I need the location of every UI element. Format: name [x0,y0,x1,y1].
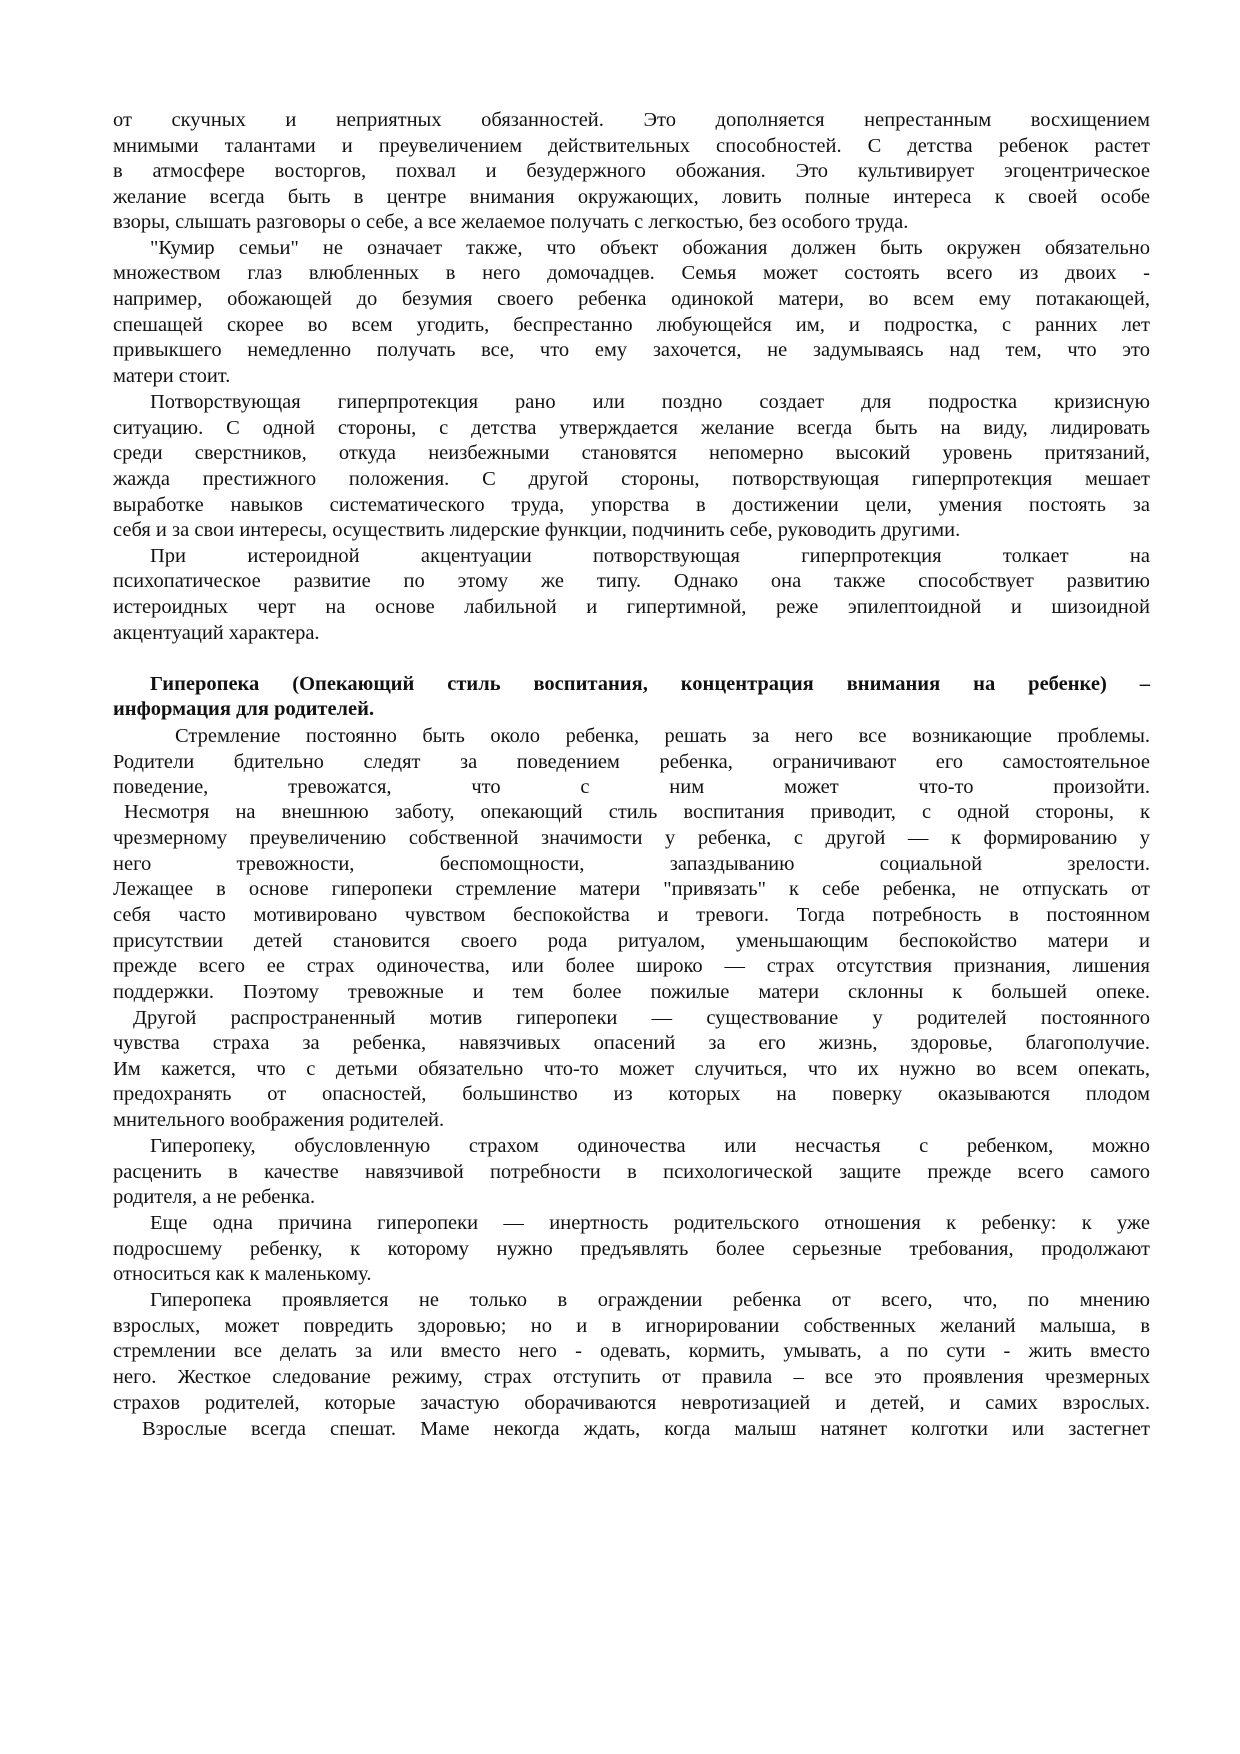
text-line: "Кумир семьи" не означает также, что объект обожания должен быть окружен обязательно [150,237,1150,259]
text-line: психопатическое развитие по этому же типу. Однако она также способствует развитию [113,570,1150,592]
text-line: расценить в качестве навязчивой потребности в психологической защите прежде всего самого [113,1161,1150,1183]
text-line: Им кажется, что с детьми обязательно что-то может случиться, что их нужно во всем опекать, [113,1058,1150,1080]
text-line: чрезмерному преувеличению собственной значимости у ребенка, с другой — к формированию у [113,827,1150,849]
text-line: прежде всего ее страх одиночества, или более широко — страх отсутствия признания, лишения [113,955,1150,977]
text-line: акцентуаций характера. [113,622,320,644]
text-line: от скучных и неприятных обязанностей. Это дополняется непрестанным восхищением [113,109,1150,131]
text-line: него тревожности, беспомощности, запаздыванию социальной зрелости. [113,853,1150,875]
text-line: мнительного воображения родителей. [113,1109,445,1131]
text-line: Другой распространенный мотив гиперопеки — существование у родителей постоянного [133,1007,1150,1029]
text-line: например, обожающей до безумия своего ребенка одинокой матери, во всем ему потакающей, [113,288,1150,310]
text-line: себя и за свои интересы, осуществить лидерские функции, подчинить себе, руководить другими. [113,519,961,541]
text-line: желание всегда быть в центре внимания окружающих, ловить полные интереса к своей особе [113,186,1150,208]
text-line: взоры, слышать разговоры о себе, а все желаемое получать с легкостью, без особого труда. [113,211,909,233]
text-line: Гиперопеку, обусловленную страхом одиночества или несчастья с ребенком, можно [150,1135,1150,1157]
text-line: стремлении все делать за или вместо него - одевать, кормить, умывать, а по сути - жить вместо [113,1340,1150,1362]
text-line: Несмотря на внешнюю заботу, опекающий стиль воспитания приводит, с одной стороны, к [124,801,1150,823]
text-line: спешащей скорее во всем угодить, беспрестанно любующейся им, и подростка, с ранних лет [113,314,1150,336]
text-line: предохранять от опасностей, большинство из которых на поверку оказываются плодом [113,1083,1150,1105]
text-line: относиться как к маленькому. [113,1263,372,1285]
text-line: поведение, тревожатся, что с ним может что-то произойти. [113,776,1150,798]
text-line: Лежащее в основе гиперопеки стремление матери "привязать" к себе ребенка, не отпускать от [113,878,1150,900]
text-line: подросшему ребенку, к которому нужно предъявлять более серьезные требования, продолжают [113,1238,1150,1260]
text-line: Еще одна причина гиперопеки — инертность родительского отношения к ребенку: к уже [150,1212,1150,1234]
text-line: жажда престижного положения. С другой стороны, потворствующая гиперпротекция мешает [113,468,1150,490]
text-line: матери стоит. [113,365,231,387]
text-line: Стремление постоянно быть около ребенка, решать за него все возникающие проблемы. [175,725,1150,747]
text-line: взрослых, может повредить здоровью; но и в игнорировании собственных желаний малыша, в [113,1315,1150,1337]
heading-line: информация для родителей. [113,698,375,720]
text-line: Гиперопека проявляется не только в ограждении ребенка от всего, что, по мнению [150,1289,1150,1311]
text-line: чувства страха за ребенка, навязчивых опасений за его жизнь, здоровье, благополучие. [113,1032,1150,1054]
text-line: мнимыми талантами и преувеличением действительных способностей. С детства ребенок растет [113,135,1150,157]
text-line: Взрослые всегда спешат. Маме некогда ждать, когда малыш натянет колготки или застегнет [142,1418,1150,1440]
text-line: ситуацию. С одной стороны, с детства утверждается желание всегда быть на виду, лидировать [113,417,1150,439]
text-line: Потворствующая гиперпротекция рано или поздно создает для подростка кризисную [150,391,1150,413]
text-line: родителя, а не ребенка. [113,1186,316,1208]
text-line: страхов родителей, которые зачастую оборачиваются невротизацией и детей, и самих взрослых. [113,1392,1150,1414]
text-line: выработке навыков систематического труда, упорства в достижении цели, умения постоять за [113,494,1150,516]
text-line: себя часто мотивировано чувством беспокойства и тревоги. Тогда потребность в постоянном [113,904,1150,926]
text-line: истероидных черт на основе лабильной и гипертимной, реже эпилептоидной и шизоидной [113,596,1150,618]
text-line: привыкшего немедленно получать все, что ему захочется, не задумываясь над тем, что это [113,339,1150,361]
text-line: среди сверстников, откуда неизбежными становятся непомерно высокий уровень притязаний, [113,442,1150,464]
text-line: При истероидной акцентуации потворствующая гиперпротекция толкает на [150,545,1150,567]
text-line: поддержки. Поэтому тревожные и тем более пожилые матери склонны к большей опеке. [113,981,1150,1003]
text-line: присутствии детей становится своего рода ритуалом, уменьшающим беспокойство матери и [113,930,1150,952]
text-line: него. Жесткое следование режиму, страх отступить от правила – все это проявления чрезмерных [113,1366,1150,1388]
text-line: множеством глаз влюбленных в него домочадцев. Семья может состоять всего из двоих - [113,262,1150,284]
heading-line: Гиперопека (Опекающий стиль воспитания, концентрация внимания на ребенке) – [150,673,1150,695]
text-line: Родители бдительно следят за поведением ребенка, ограничивают его самостоятельное [113,751,1150,773]
text-line: в атмосфере восторгов, похвал и безудержного обожания. Это культивирует эгоцентрическое [113,160,1150,182]
